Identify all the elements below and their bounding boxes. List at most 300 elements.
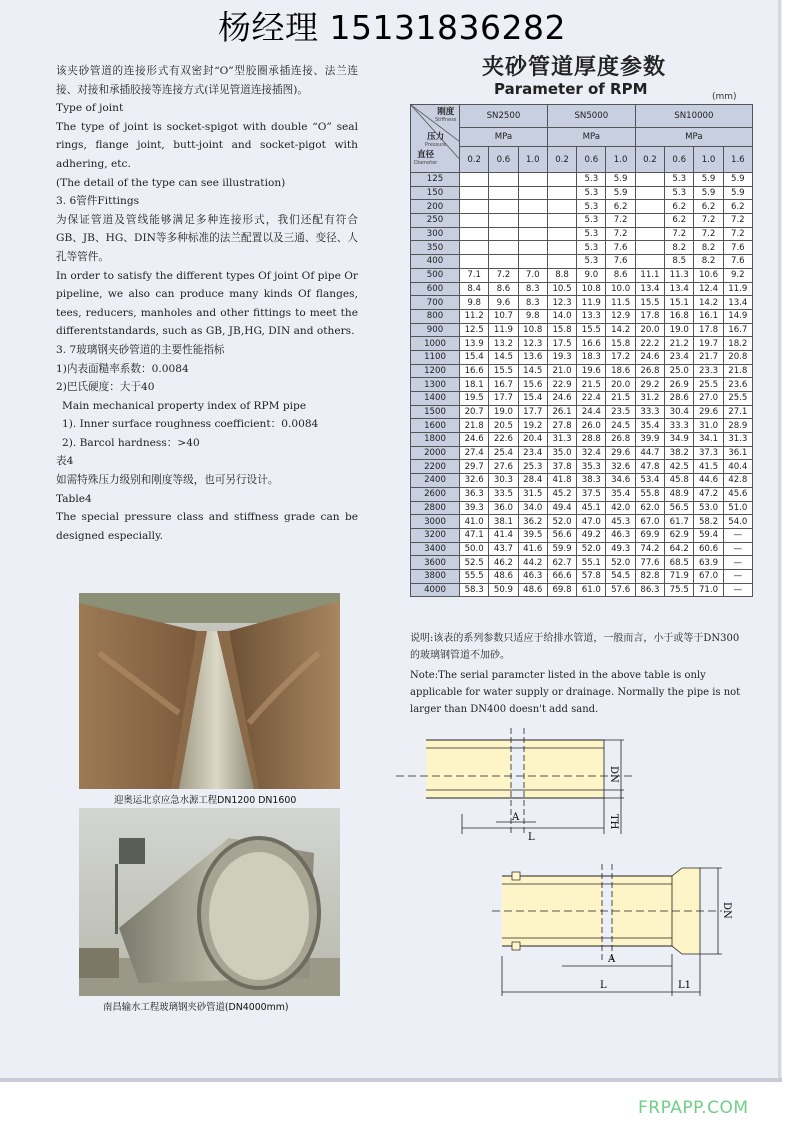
thickness-cell: 20.0: [635, 323, 664, 337]
thickness-cell: 41.5: [694, 460, 723, 474]
thickness-cell: 27.4: [460, 446, 489, 460]
table-row: [411, 569, 753, 583]
thickness-cell: 46.2: [489, 556, 518, 570]
thickness-cell: 47.1: [460, 528, 489, 542]
note-en: Note:The serial paramcter listed in the above table is only applicable for water supply or drainage. Normally the pipe is not larger than DN400 doesn't add sand.: [410, 670, 741, 715]
table4-label-cn: 表4: [56, 455, 74, 468]
table-row: [411, 446, 753, 460]
group-sn10000: SN10000: [635, 105, 752, 128]
thickness-cell: 28.8: [577, 433, 606, 447]
site-watermark: FRPAPP.COM: [638, 1098, 749, 1118]
thickness-cell: 5.9: [694, 186, 723, 200]
thickness-cell: 20.0: [606, 378, 635, 392]
thickness-cell: 59.9: [547, 542, 576, 556]
pressure-header: 0.2: [460, 147, 489, 173]
thickness-cell: 45.2: [547, 487, 576, 501]
unit-mpa: MPa: [547, 128, 635, 147]
thickness-cell: 25.0: [665, 364, 694, 378]
thickness-cell: 5.9: [606, 186, 635, 200]
thickness-cell: 61.7: [665, 515, 694, 529]
thickness-cell: 26.1: [547, 405, 576, 419]
thickness-cell: 45.8: [665, 474, 694, 488]
thickness-cell: 60.6: [694, 542, 723, 556]
diameter-cell: 3000: [411, 515, 460, 529]
photo-caption-2: 南昌输水工程玻璃钢夹砂管道(DN4000mm): [103, 1002, 289, 1013]
diameter-cell: 4000: [411, 583, 460, 597]
diameter-cell: 500: [411, 268, 460, 282]
thickness-cell: 5.9: [723, 173, 752, 187]
table-row: [411, 337, 753, 351]
thickness-cell: 38.1: [489, 515, 518, 529]
d2-a-label: A: [608, 954, 616, 965]
thickness-cell: 15.8: [606, 337, 635, 351]
properties-heading: 3. 7玻璃钢夹砂管道的主要性能指标: [56, 343, 225, 356]
table-row: [411, 419, 753, 433]
table-title-en: Parameter of RPM: [494, 80, 648, 98]
thickness-cell: 33.3: [665, 419, 694, 433]
thickness-cell: 26.0: [577, 419, 606, 433]
thickness-cell: 48.6: [518, 583, 547, 597]
thickness-cell: —: [723, 528, 752, 542]
diameter-cell: 2600: [411, 487, 460, 501]
thickness-cell: 7.2: [489, 268, 518, 282]
thickness-cell: 14.5: [489, 350, 518, 364]
diameter-cell: 3400: [411, 542, 460, 556]
thickness-cell: [518, 255, 547, 269]
thickness-cell: 48.6: [489, 569, 518, 583]
thickness-cell: 18.6: [606, 364, 635, 378]
thickness-cell: 10.5: [547, 282, 576, 296]
photo-caption-1: 迎奥运北京应急水源工程DN1200 DN1600: [114, 795, 297, 806]
thickness-cell: 25.5: [694, 378, 723, 392]
thickness-cell: 45.3: [606, 515, 635, 529]
thickness-cell: 44.6: [694, 474, 723, 488]
diameter-cell: 300: [411, 227, 460, 241]
thickness-cell: 19.5: [460, 392, 489, 406]
table-row: [411, 227, 753, 241]
thickness-cell: 62.9: [665, 528, 694, 542]
diameter-cell: 350: [411, 241, 460, 255]
thickness-cell: 8.2: [694, 241, 723, 255]
thickness-cell: 45.1: [577, 501, 606, 515]
thickness-cell: 24.6: [547, 392, 576, 406]
unit-mpa: MPa: [635, 128, 752, 147]
thickness-cell: 42.8: [723, 474, 752, 488]
pressure-header: 0.2: [635, 147, 664, 173]
thickness-cell: 86.3: [635, 583, 664, 597]
thickness-cell: 58.3: [460, 583, 489, 597]
table4-label-en: Table4: [56, 492, 92, 505]
thickness-cell: 37.3: [694, 446, 723, 460]
pressure-header: 0.6: [665, 147, 694, 173]
thickness-cell: 53.4: [635, 474, 664, 488]
thickness-cell: 14.5: [518, 364, 547, 378]
thickness-cell: —: [723, 542, 752, 556]
corner-stiffness: 刚度 Stiffness: [435, 107, 457, 123]
thickness-cell: [547, 214, 576, 228]
thickness-cell: 7.2: [723, 227, 752, 241]
thickness-cell: 55.5: [460, 569, 489, 583]
thickness-cell: [460, 173, 489, 187]
diameter-cell: 1400: [411, 392, 460, 406]
thickness-cell: 22.6: [489, 433, 518, 447]
thickness-cell: 20.7: [460, 405, 489, 419]
thickness-cell: 55.8: [635, 487, 664, 501]
d2-dn-label: DN: [721, 902, 732, 919]
thickness-cell: 39.3: [460, 501, 489, 515]
thickness-cell: 24.4: [577, 405, 606, 419]
thickness-cell: 42.5: [665, 460, 694, 474]
large-pipe-image: [79, 808, 340, 996]
thickness-cell: 53.0: [694, 501, 723, 515]
thickness-cell: 13.2: [489, 337, 518, 351]
fittings-text-en: In order to satisfy the different types Of joint Of pipe Or pipeline, we also can produce many kinds Of flanges, tees, reducers, manholes and other fittings to meet the differentstandards, such as GB, JB,HG, DIN and others.: [56, 269, 358, 338]
thickness-cell: 7.2: [694, 214, 723, 228]
thickness-cell: 58.2: [694, 515, 723, 529]
thickness-cell: 28.4: [518, 474, 547, 488]
thickness-cell: 5.3: [577, 214, 606, 228]
thickness-cell: 17.5: [547, 337, 576, 351]
thickness-cell: 21.5: [606, 392, 635, 406]
thickness-cell: 23.4: [665, 350, 694, 364]
thickness-cell: [547, 200, 576, 214]
thickness-cell: 31.5: [518, 487, 547, 501]
thickness-cell: [489, 241, 518, 255]
thickness-cell: 39.9: [635, 433, 664, 447]
special-design-cn: 如需特殊压力级别和刚度等级，也可另行设计。: [56, 474, 279, 487]
thickness-cell: 71.9: [665, 569, 694, 583]
thickness-cell: 11.9: [723, 282, 752, 296]
thickness-cell: [489, 186, 518, 200]
diagram-butt-joint: [396, 724, 746, 854]
thickness-cell: 47.2: [694, 487, 723, 501]
diameter-cell: 1000: [411, 337, 460, 351]
thickness-cell: [635, 241, 664, 255]
thickness-cell: 30.3: [489, 474, 518, 488]
thickness-cell: 35.4: [635, 419, 664, 433]
thickness-cell: 11.1: [635, 268, 664, 282]
thickness-cell: 8.2: [694, 255, 723, 269]
thickness-cell: 7.6: [723, 241, 752, 255]
thickness-cell: 10.8: [577, 282, 606, 296]
table-row: [411, 296, 753, 310]
thickness-cell: 7.0: [518, 268, 547, 282]
thickness-cell: 8.3: [518, 296, 547, 310]
thickness-cell: 8.3: [518, 282, 547, 296]
thickness-cell: 13.4: [635, 282, 664, 296]
thickness-cell: 36.1: [723, 446, 752, 460]
thickness-cell: 18.1: [460, 378, 489, 392]
thickness-cell: 35.3: [577, 460, 606, 474]
thickness-cell: 63.9: [694, 556, 723, 570]
d1-dn-label: DN: [608, 766, 619, 783]
thickness-cell: 9.6: [489, 296, 518, 310]
corner-diameter: 直径 Diameter: [414, 150, 438, 166]
thickness-cell: [489, 173, 518, 187]
hardness-cn: 2)巴氏硬度：大于40: [56, 381, 155, 394]
thickness-cell: 57.8: [577, 569, 606, 583]
thickness-cell: 9.8: [460, 296, 489, 310]
thickness-cell: 31.3: [547, 433, 576, 447]
thickness-cell: 7.2: [606, 214, 635, 228]
thickness-cell: 47.0: [577, 515, 606, 529]
thickness-cell: 5.3: [577, 173, 606, 187]
table-row: [411, 364, 753, 378]
thickness-cell: 41.0: [460, 515, 489, 529]
thickness-cell: 32.4: [577, 446, 606, 460]
table-corner-header: [411, 105, 460, 173]
table-row: [411, 282, 753, 296]
table-row: [411, 433, 753, 447]
thickness-cell: [547, 255, 576, 269]
photo-large-pipe: [79, 808, 340, 996]
diameter-cell: 1600: [411, 419, 460, 433]
thickness-cell: 32.6: [606, 460, 635, 474]
thickness-cell: 50.9: [489, 583, 518, 597]
rpm-parameter-table: [410, 104, 753, 597]
thickness-cell: [635, 173, 664, 187]
thickness-cell: 67.0: [694, 569, 723, 583]
diagram-socket-joint: [492, 860, 752, 1000]
table-notes: [410, 630, 745, 718]
thickness-cell: —: [723, 569, 752, 583]
table-row: [411, 542, 753, 556]
thickness-cell: [489, 227, 518, 241]
d1-a-label: A: [512, 812, 520, 823]
thickness-cell: 21.0: [547, 364, 576, 378]
thickness-cell: 8.6: [489, 282, 518, 296]
thickness-cell: 23.3: [694, 364, 723, 378]
photo-trench-pipeline: [79, 593, 340, 789]
thickness-cell: 5.3: [665, 173, 694, 187]
table-row: [411, 323, 753, 337]
thickness-cell: 7.2: [694, 227, 723, 241]
thickness-cell: 15.8: [547, 323, 576, 337]
thickness-cell: 17.2: [606, 350, 635, 364]
thickness-cell: 15.1: [665, 296, 694, 310]
thickness-cell: 12.3: [518, 337, 547, 351]
thickness-cell: 82.8: [635, 569, 664, 583]
thickness-cell: 25.5: [723, 392, 752, 406]
table-row: [411, 515, 753, 529]
thickness-cell: 26.8: [606, 433, 635, 447]
thickness-cell: 34.1: [694, 433, 723, 447]
thickness-cell: 18.2: [723, 337, 752, 351]
thickness-cell: 11.3: [665, 268, 694, 282]
pressure-header: 0.6: [489, 147, 518, 173]
thickness-cell: 5.9: [723, 186, 752, 200]
roughness-en: 1). Inner surface roughness coefficient：0.0084: [62, 418, 319, 431]
thickness-cell: 35.4: [606, 487, 635, 501]
thickness-cell: 42.0: [606, 501, 635, 515]
fittings-text-cn: 为保证管道及管线能够满足多种连接形式，我们还配有符合GB、JB、HG、DIN等多种标准的法兰配置以及三通、变径、人孔等管件。: [56, 213, 358, 263]
thickness-cell: 14.0: [547, 309, 576, 323]
table-row: [411, 501, 753, 515]
diameter-cell: 400: [411, 255, 460, 269]
thickness-cell: 24.5: [606, 419, 635, 433]
thickness-cell: 34.6: [606, 474, 635, 488]
diameter-cell: 800: [411, 309, 460, 323]
thickness-cell: 7.6: [606, 241, 635, 255]
thickness-cell: [460, 241, 489, 255]
thickness-cell: [489, 214, 518, 228]
thickness-cell: 33.5: [489, 487, 518, 501]
thickness-cell: [547, 186, 576, 200]
thickness-cell: 6.2: [723, 200, 752, 214]
thickness-cell: 38.2: [665, 446, 694, 460]
table-row: [411, 378, 753, 392]
thickness-cell: 29.6: [606, 446, 635, 460]
thickness-cell: [518, 200, 547, 214]
thickness-cell: 10.0: [606, 282, 635, 296]
thickness-cell: 29.6: [694, 405, 723, 419]
thickness-cell: 25.4: [489, 446, 518, 460]
thickness-cell: 36.0: [489, 501, 518, 515]
table-unit: (mm): [712, 92, 737, 102]
table-row: [411, 255, 753, 269]
thickness-cell: [489, 200, 518, 214]
thickness-cell: 61.0: [577, 583, 606, 597]
thickness-cell: 46.3: [518, 569, 547, 583]
thickness-cell: 16.8: [665, 309, 694, 323]
thickness-cell: 6.2: [694, 200, 723, 214]
table-row: [411, 474, 753, 488]
thickness-cell: [518, 227, 547, 241]
diameter-cell: 2000: [411, 446, 460, 460]
hardness-en: 2). Barcol hardness：>40: [62, 436, 200, 449]
unit-mpa: MPa: [460, 128, 548, 147]
d2-l-label: L: [600, 980, 607, 991]
table-row: [411, 487, 753, 501]
thickness-cell: [547, 227, 576, 241]
thickness-cell: 37.5: [577, 487, 606, 501]
thickness-cell: 24.6: [635, 350, 664, 364]
page-edge: [778, 0, 781, 1080]
thickness-cell: 12.4: [694, 282, 723, 296]
thickness-cell: 48.9: [665, 487, 694, 501]
thickness-cell: 13.9: [460, 337, 489, 351]
thickness-cell: 62.7: [547, 556, 576, 570]
table-row: [411, 583, 753, 597]
thickness-cell: 55.1: [577, 556, 606, 570]
thickness-cell: 19.0: [489, 405, 518, 419]
thickness-cell: 39.5: [518, 528, 547, 542]
thickness-cell: 49.3: [606, 542, 635, 556]
group-sn2500: SN2500: [460, 105, 548, 128]
thickness-cell: 15.6: [518, 378, 547, 392]
thickness-cell: 56.5: [665, 501, 694, 515]
thickness-cell: 27.6: [489, 460, 518, 474]
thickness-cell: 27.8: [547, 419, 576, 433]
d1-th-label: TH: [608, 814, 619, 830]
thickness-cell: 5.3: [577, 255, 606, 269]
thickness-cell: 10.7: [489, 309, 518, 323]
thickness-cell: [518, 186, 547, 200]
pressure-header: 1.0: [694, 147, 723, 173]
thickness-cell: 51.0: [723, 501, 752, 515]
thickness-cell: 46.3: [606, 528, 635, 542]
table-row: [411, 528, 753, 542]
contact-phone: 杨经理 15131836282: [218, 8, 566, 47]
thickness-cell: 12.3: [547, 296, 576, 310]
table-row: [411, 350, 753, 364]
thickness-cell: 71.0: [694, 583, 723, 597]
note-cn: 说明:该表的系列参数只适应于给排水管道，一般而言，小于或等于DN300的玻璃钢管道不加砂。: [410, 633, 740, 661]
table-row: [411, 392, 753, 406]
thickness-cell: 74.2: [635, 542, 664, 556]
thickness-cell: 16.7: [723, 323, 752, 337]
thickness-cell: 23.5: [606, 405, 635, 419]
page-bottom-shadow: [0, 1078, 782, 1082]
pressure-header: 1.0: [606, 147, 635, 173]
diameter-cell: 1300: [411, 378, 460, 392]
thickness-cell: 20.4: [518, 433, 547, 447]
diameter-cell: 2400: [411, 474, 460, 488]
thickness-cell: [518, 241, 547, 255]
thickness-cell: 7.2: [606, 227, 635, 241]
table-title-cn: 夹砂管道厚度参数: [482, 55, 667, 80]
thickness-cell: 37.8: [547, 460, 576, 474]
thickness-cell: 35.0: [547, 446, 576, 460]
thickness-cell: 33.3: [635, 405, 664, 419]
thickness-cell: 13.4: [723, 296, 752, 310]
thickness-cell: [460, 214, 489, 228]
thickness-cell: 13.4: [665, 282, 694, 296]
thickness-cell: 30.4: [665, 405, 694, 419]
diameter-cell: 900: [411, 323, 460, 337]
pressure-header: 1.6: [723, 147, 752, 173]
table-row: [411, 268, 753, 282]
thickness-cell: 54.5: [606, 569, 635, 583]
thickness-cell: 12.9: [606, 309, 635, 323]
thickness-cell: [460, 255, 489, 269]
thickness-cell: 41.8: [547, 474, 576, 488]
left-text-column: [56, 62, 358, 545]
d1-l-label: L: [528, 832, 535, 843]
table-row: [411, 173, 753, 187]
thickness-cell: —: [723, 556, 752, 570]
joint-text-cn: 该夹砂管道的连接形式有双密封“O”型胶圈承插连接、法兰连接、对接和承插胶接等连接方式(详见管道连接插图)。: [56, 65, 358, 96]
corner-pressure: 压力 Pressure: [425, 132, 447, 148]
thickness-cell: 43.7: [489, 542, 518, 556]
thickness-cell: 68.5: [665, 556, 694, 570]
thickness-cell: 77.6: [635, 556, 664, 570]
thickness-cell: 20.5: [489, 419, 518, 433]
diameter-cell: 1800: [411, 433, 460, 447]
diameter-cell: 2200: [411, 460, 460, 474]
thickness-cell: 31.0: [694, 419, 723, 433]
thickness-cell: 19.7: [694, 337, 723, 351]
thickness-cell: 47.8: [635, 460, 664, 474]
thickness-cell: 25.3: [518, 460, 547, 474]
properties-heading-en: Main mechanical property index of RPM pipe: [62, 399, 307, 412]
thickness-cell: 7.6: [723, 255, 752, 269]
group-sn5000: SN5000: [547, 105, 635, 128]
thickness-cell: 21.7: [694, 350, 723, 364]
thickness-cell: 20.8: [723, 350, 752, 364]
diameter-cell: 1200: [411, 364, 460, 378]
thickness-cell: 36.3: [460, 487, 489, 501]
thickness-cell: 22.9: [547, 378, 576, 392]
diameter-cell: 250: [411, 214, 460, 228]
thickness-cell: 44.7: [635, 446, 664, 460]
thickness-cell: [489, 255, 518, 269]
thickness-cell: 9.2: [723, 268, 752, 282]
thickness-cell: 67.0: [635, 515, 664, 529]
thickness-cell: 44.2: [518, 556, 547, 570]
thickness-cell: 11.9: [489, 323, 518, 337]
diameter-cell: 700: [411, 296, 460, 310]
